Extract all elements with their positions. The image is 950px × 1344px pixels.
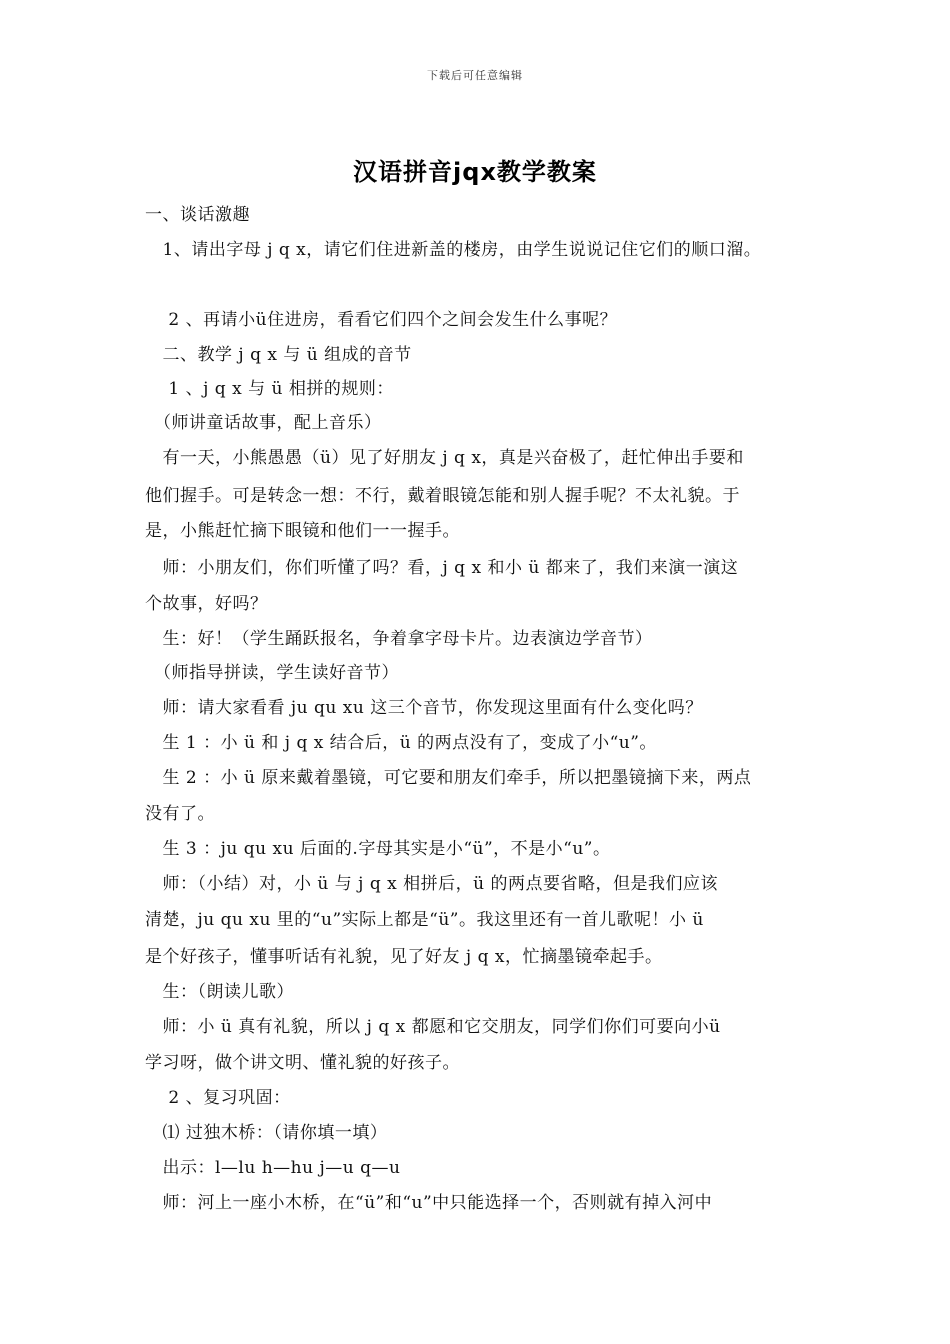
body-line: 是，小熊赶忙摘下眼镜和他们一一握手。: [145, 521, 460, 541]
body-line: 学习呀，做个讲文明、懂礼貌的好孩子。: [145, 1053, 460, 1073]
body-line: 师：小朋友们，你们听懂了吗？看，j q x 和小 ü 都来了，我们来演一演这: [145, 558, 739, 578]
body-line: 师：请大家看看 ju qu xu 这三个音节，你发现这里面有什么变化吗？: [145, 698, 703, 718]
body-line: 个故事，好吗？: [145, 594, 268, 614]
body-line: 师：小 ü 真有礼貌，所以 j q x 都愿和它交朋友，同学们你们可要向小ü: [145, 1017, 721, 1037]
body-line: （师讲童话故事，配上音乐）: [145, 413, 382, 433]
body-line: 生 2 ：小 ü 原来戴着墨镜，可它要和朋友们牵手，所以把墨镜摘下来，两点: [145, 768, 752, 788]
body-line: 师：（小结）对，小 ü 与 j q x 相拼后，ü 的两点要省略，但是我们应该: [145, 874, 718, 894]
body-line: ⑴ 过独木桥：（请你填一填）: [145, 1123, 388, 1143]
body-line: 1、请出字母 j q x，请它们住进新盖的楼房，由学生说说记住它们的顺口溜。: [145, 240, 762, 260]
body-line: 清楚，ju qu xu 里的“u”实际上都是“ü”。我这里还有一首儿歌呢！小 ü: [145, 910, 704, 930]
page-header: 下载后可任意编辑: [427, 69, 523, 82]
body-line: 师：河上一座小木桥，在“ü”和“u”中只能选择一个，否则就有掉入河中: [145, 1193, 713, 1213]
body-line: 2 、复习巩固：: [145, 1088, 291, 1108]
body-line: 一、谈话激趣: [145, 205, 250, 225]
body-line: 二、教学 j q x 与 ü 组成的音节: [145, 345, 412, 365]
body-line: 1 、j q x 与 ü 相拼的规则：: [145, 379, 394, 399]
body-line: 生：（朗读儿歌）: [145, 982, 294, 1002]
body-line: 没有了。: [145, 804, 215, 824]
body-line: 他们握手。可是转念一想：不行，戴着眼镜怎能和别人握手呢？不太礼貌。于: [145, 486, 740, 506]
body-line: 出示：l—lu h—hu j—u q—u: [145, 1158, 401, 1178]
document-title: 汉语拼音jqx教学教案: [353, 158, 597, 186]
body-line: 是个好孩子，懂事听话有礼貌，见了好友 j q x，忙摘墨镜牵起手。: [145, 947, 663, 967]
body-line: 有一天，小熊愚愚（ü）见了好朋友 j q x，真是兴奋极了，赶忙伸出手要和: [145, 448, 744, 468]
body-line: （师指导拼读，学生读好音节）: [145, 663, 399, 683]
body-line: 2 、再请小ü住进房，看看它们四个之间会发生什么事呢？: [145, 310, 618, 330]
body-line: 生 3 ：ju qu xu 后面的.字母其实是小“ü”，不是小“u”。: [145, 839, 611, 859]
body-line: 生 1 ：小 ü 和 j q x 结合后，ü 的两点没有了，变成了小“u”。: [145, 733, 657, 753]
body-line: 生：好！（学生踊跃报名，争着拿字母卡片。边表演边学音节）: [145, 629, 653, 649]
